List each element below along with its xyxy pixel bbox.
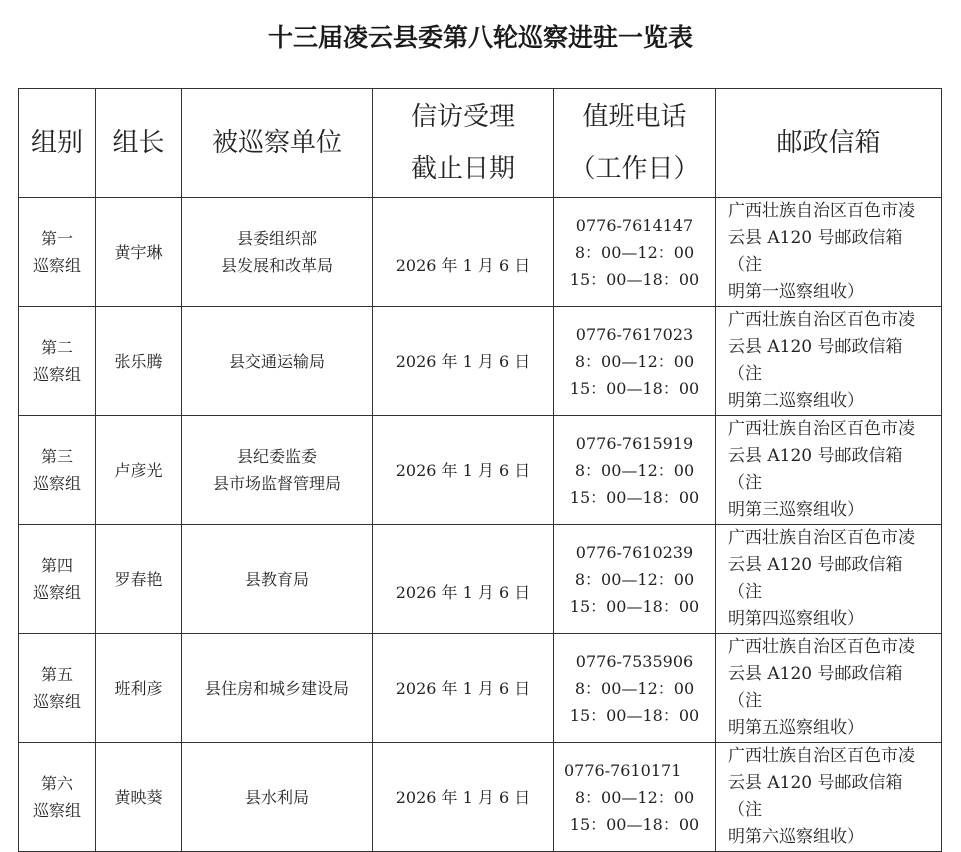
header-phone-line1: 值班电话 bbox=[582, 102, 687, 132]
hours-afternoon: 15：00—18：00 bbox=[569, 814, 700, 834]
mail-address-line: 广西壮族自治区百色市凌 bbox=[728, 746, 915, 766]
unit-name: 县纪委监委 bbox=[236, 447, 317, 466]
mail-address-line: 明第二巡察组收） bbox=[728, 391, 864, 411]
leader-cell: 罗春艳 bbox=[96, 525, 182, 634]
phone-cell bbox=[554, 743, 716, 852]
phone-cell bbox=[554, 525, 716, 634]
inspection-table bbox=[18, 88, 942, 852]
header-deadline-line1: 信访受理 bbox=[410, 102, 515, 132]
mail-address-line: 广西壮族自治区百色市凌 bbox=[728, 637, 915, 657]
header-units: 被巡察单位 bbox=[182, 89, 373, 198]
deadline-cell: 2026 年 1 月 6 日 bbox=[373, 307, 554, 416]
group-cell bbox=[19, 634, 96, 743]
phone-number: 0776-7535906 bbox=[575, 651, 694, 671]
hours-morning: 8：00—12：00 bbox=[574, 460, 695, 480]
mail-address-line: 明第五巡察组收） bbox=[728, 718, 864, 738]
unit-name: 县水利局 bbox=[244, 787, 309, 807]
mail-address-line: 云县 A120 号邮政信箱（注 bbox=[728, 337, 903, 384]
table-row bbox=[19, 307, 942, 416]
mail-address-line: 云县 A120 号邮政信箱（注 bbox=[728, 555, 903, 602]
leader-cell: 黄映葵 bbox=[96, 743, 182, 852]
deadline-cell: 2026 年 1 月 6 日 bbox=[373, 198, 554, 307]
mail-address-line: 云县 A120 号邮政信箱（注 bbox=[728, 773, 903, 820]
phone-cell bbox=[554, 416, 716, 525]
group-suffix: 巡察组 bbox=[32, 474, 81, 493]
unit-name: 县住房和城乡建设局 bbox=[204, 678, 349, 698]
deadline-cell: 2026 年 1 月 6 日 bbox=[373, 743, 554, 852]
unit-name: 县发展和改革局 bbox=[220, 256, 333, 275]
header-leader: 组长 bbox=[96, 89, 182, 198]
phone-number: 0776-7617023 bbox=[575, 324, 694, 344]
mail-address-line: 明第四巡察组收） bbox=[728, 609, 864, 629]
group-name: 第六 bbox=[40, 774, 73, 793]
mailbox-cell bbox=[716, 307, 942, 416]
hours-afternoon: 15：00—18：00 bbox=[569, 269, 700, 289]
header-group: 组别 bbox=[19, 89, 96, 198]
leader-cell: 黄宇琳 bbox=[96, 198, 182, 307]
units-cell bbox=[182, 525, 373, 634]
hours-morning: 8：00—12：00 bbox=[574, 787, 695, 807]
group-name: 第一 bbox=[40, 229, 73, 248]
header-phone-line2: （工作日） bbox=[569, 154, 700, 184]
hours-morning: 8：00—12：00 bbox=[574, 678, 695, 698]
leader-cell: 卢彦光 bbox=[96, 416, 182, 525]
deadline-cell: 2026 年 1 月 6 日 bbox=[373, 416, 554, 525]
mail-address-line: 明第六巡察组收） bbox=[728, 827, 864, 847]
group-suffix: 巡察组 bbox=[32, 583, 81, 602]
group-name: 第二 bbox=[40, 338, 73, 357]
header-deadline bbox=[373, 89, 554, 198]
mail-address-line: 广西壮族自治区百色市凌 bbox=[728, 310, 915, 330]
units-cell bbox=[182, 743, 373, 852]
mail-address-line: 明第一巡察组收） bbox=[728, 282, 864, 302]
hours-morning: 8：00—12：00 bbox=[574, 569, 695, 589]
table-row bbox=[19, 525, 942, 634]
phone-number: 0776-7614147 bbox=[575, 215, 694, 235]
mail-address-line: 广西壮族自治区百色市凌 bbox=[728, 201, 915, 221]
table-row bbox=[19, 743, 942, 852]
hours-afternoon: 15：00—18：00 bbox=[569, 596, 700, 616]
deadline-cell: 2026 年 1 月 6 日 bbox=[373, 634, 554, 743]
mail-address-line: 明第三巡察组收） bbox=[728, 500, 864, 520]
header-mailbox: 邮政信箱 bbox=[716, 89, 942, 198]
mailbox-cell bbox=[716, 198, 942, 307]
group-name: 第五 bbox=[40, 665, 73, 684]
deadline-cell: 2026 年 1 月 6 日 bbox=[373, 525, 554, 634]
units-cell bbox=[182, 307, 373, 416]
phone-number: 0776-7615919 bbox=[575, 433, 694, 453]
group-cell bbox=[19, 307, 96, 416]
table-row bbox=[19, 634, 942, 743]
table-row bbox=[19, 198, 942, 307]
units-cell bbox=[182, 634, 373, 743]
hours-morning: 8：00—12：00 bbox=[574, 351, 695, 371]
phone-cell bbox=[554, 634, 716, 743]
mail-address-line: 广西壮族自治区百色市凌 bbox=[728, 419, 915, 439]
table-header-row bbox=[19, 89, 942, 198]
phone-number: 0776-7610171 bbox=[564, 760, 682, 780]
leader-cell: 张乐腾 bbox=[96, 307, 182, 416]
hours-morning: 8：00—12：00 bbox=[574, 242, 695, 262]
unit-name: 县交通运输局 bbox=[228, 351, 325, 371]
group-suffix: 巡察组 bbox=[32, 692, 81, 711]
group-suffix: 巡察组 bbox=[32, 801, 81, 820]
hours-afternoon: 15：00—18：00 bbox=[569, 487, 700, 507]
group-suffix: 巡察组 bbox=[32, 365, 81, 384]
page-title: 十三届凌云县委第八轮巡察进驻一览表 bbox=[267, 23, 693, 52]
group-cell bbox=[19, 198, 96, 307]
unit-name: 县教育局 bbox=[244, 569, 309, 589]
mailbox-cell bbox=[716, 416, 942, 525]
unit-name: 县市场监督管理局 bbox=[212, 474, 341, 493]
group-name: 第四 bbox=[40, 556, 73, 575]
phone-cell bbox=[554, 307, 716, 416]
mail-address-line: 云县 A120 号邮政信箱（注 bbox=[728, 228, 903, 275]
mail-address-line: 云县 A120 号邮政信箱（注 bbox=[728, 446, 903, 493]
table-row bbox=[19, 416, 942, 525]
header-phone bbox=[554, 89, 716, 198]
group-cell bbox=[19, 416, 96, 525]
group-name: 第三 bbox=[40, 447, 73, 466]
mailbox-cell bbox=[716, 743, 942, 852]
units-cell bbox=[182, 198, 373, 307]
mailbox-cell bbox=[716, 525, 942, 634]
hours-afternoon: 15：00—18：00 bbox=[569, 705, 700, 725]
hours-afternoon: 15：00—18：00 bbox=[569, 378, 700, 398]
group-cell bbox=[19, 743, 96, 852]
phone-cell bbox=[554, 198, 716, 307]
group-cell bbox=[19, 525, 96, 634]
unit-name: 县委组织部 bbox=[236, 229, 317, 248]
mail-address-line: 云县 A120 号邮政信箱（注 bbox=[728, 664, 903, 711]
header-deadline-line2: 截止日期 bbox=[410, 154, 515, 184]
mail-address-line: 广西壮族自治区百色市凌 bbox=[728, 528, 915, 548]
leader-cell: 班利彦 bbox=[96, 634, 182, 743]
units-cell bbox=[182, 416, 373, 525]
mailbox-cell bbox=[716, 634, 942, 743]
group-suffix: 巡察组 bbox=[32, 256, 81, 275]
phone-number: 0776-7610239 bbox=[575, 542, 694, 562]
